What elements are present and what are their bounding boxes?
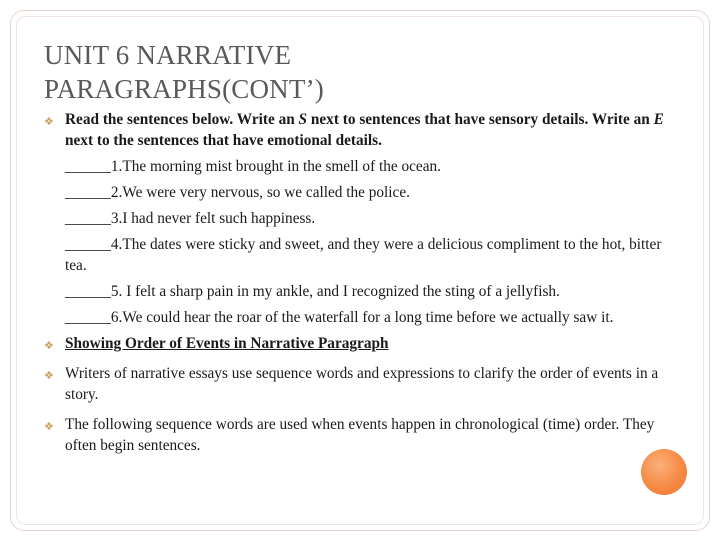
title-line-1: UNIT 6 NARRATIVE [44, 40, 292, 70]
paragraph-1: Writers of narrative essays use sequence words and expressions to clarify the order of events in a story. [65, 365, 659, 403]
sentence-4: ______4.The dates were sticky and sweet, and they were a delicious compliment to the hot, bitter tea. [65, 236, 662, 274]
sentence-6: ______6.We could hear the roar of the waterfall for a long time before we actually saw it. [65, 309, 614, 326]
diamond-bullet-icon: ❖ [44, 115, 54, 128]
orange-circle-accent [641, 449, 687, 495]
slide-title [44, 38, 604, 106]
diamond-bullet-icon: ❖ [44, 420, 54, 433]
intro-text-1: Read the sentences below. Write an [65, 111, 299, 128]
sentence-1: ______1.The morning mist brought in the smell of the ocean. [65, 158, 441, 175]
diamond-bullet-icon: ❖ [44, 369, 54, 382]
bullet-instructions [44, 109, 684, 151]
intro-letter-s: S [298, 111, 308, 128]
bullet-paragraph-1 [44, 363, 684, 405]
diamond-bullet-icon: ❖ [44, 339, 54, 352]
sentence-5: ______5. I felt a sharp pain in my ankle, and I recognized the sting of a jellyfish. [65, 283, 560, 300]
intro-letter-e: E [653, 111, 664, 128]
bullet-paragraph-2 [44, 414, 684, 456]
slide-body [44, 109, 684, 456]
intro-text-3: next to the sentences that have emotional details. [65, 132, 382, 149]
title-line-2: PARAGRAPHS(CONT’) [44, 74, 324, 104]
intro-text-2: next to sentences that have sensory details. Write an [307, 111, 654, 128]
sentence-2: ______2.We were very nervous, so we called the police. [65, 184, 410, 201]
bullet-heading [44, 333, 684, 354]
paragraph-2: The following sequence words are used when events happen in chronological (time) order. They often begin sentences. [65, 416, 655, 454]
section-heading: Showing Order of Events in Narrative Paragraph [65, 335, 389, 352]
sentence-3: ______3.I had never felt such happiness. [65, 210, 316, 227]
